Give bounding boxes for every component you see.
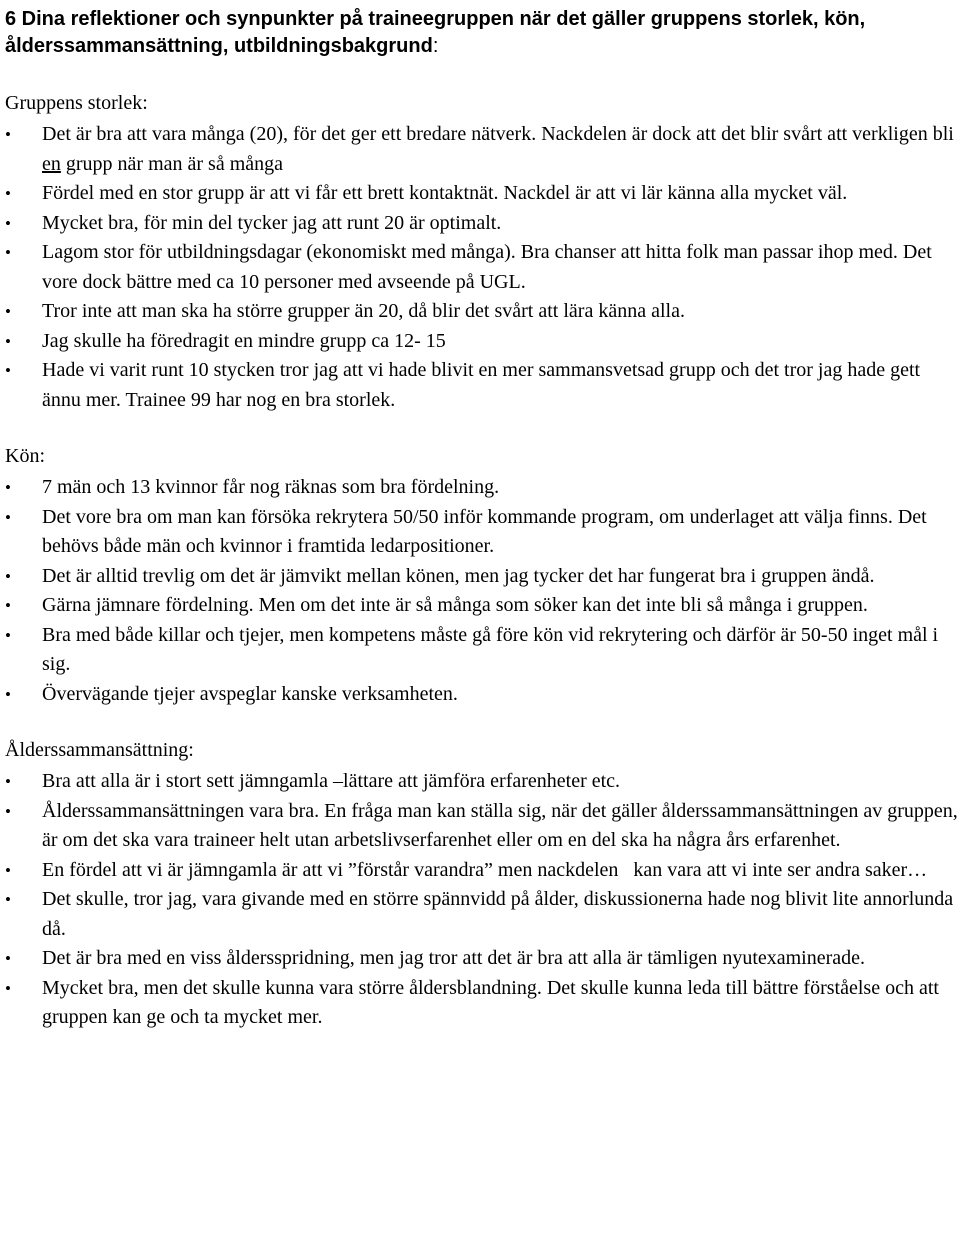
item-text: Det är alltid trevlig om det är jämvikt mellan könen, men jag tycker det har fungerat bra i gruppen ändå. <box>42 564 875 587</box>
list-item <box>5 944 960 974</box>
bullet-symbol: • <box>5 949 11 968</box>
bullet-list-group-size <box>5 120 960 415</box>
bullet-list-age-composition <box>5 767 960 1033</box>
list-item <box>5 179 960 209</box>
list-item <box>5 356 960 415</box>
bullet-symbol: • <box>5 507 11 527</box>
item-text: Tror inte att man ska ha större grupper än 20, då blir det svårt att lära känna alla. <box>42 300 685 322</box>
list-item <box>5 767 960 797</box>
bullet-list-gender <box>5 473 960 709</box>
item-text: Det vore bra om man kan försöka rekrytera 50/50 inför kommande program, om underlaget att välja finns. Det behövs både män och kvinnor i framtida ledarpositioner. <box>42 505 927 557</box>
question-heading <box>5 6 960 60</box>
item-text: Det är bra med en viss åldersspridning, men jag tror att det är bra att alla är tämligen nyutexaminerade. <box>42 947 866 969</box>
bullet-symbol: • <box>5 801 11 821</box>
item-text: Det är bra att vara många (20), för det ger ett bredare nätverk. Nackdelen är dock att det blir svårt att verkligen bli <box>42 123 954 145</box>
bullet-symbol: • <box>5 478 11 497</box>
list-item <box>5 120 960 179</box>
question-colon: : <box>432 35 439 57</box>
bullet-symbol: • <box>5 331 11 351</box>
section-title-gender: Kön: <box>5 445 45 467</box>
bullet-symbol: • <box>5 566 11 586</box>
bullet-symbol: • <box>5 684 11 704</box>
list-item <box>5 473 960 503</box>
bullet-symbol: • <box>5 184 11 203</box>
list-item <box>5 238 960 297</box>
section-age-composition <box>5 737 960 1033</box>
bullet-symbol: • <box>5 125 11 144</box>
item-text: Jag skulle ha föredragit en mindre grupp ca 12- 15 <box>42 329 446 352</box>
question-text: 6 Dina reflektioner och synpunkter på traineegruppen när det gäller gruppens storlek, kön, ålderssammansättning, utbildningsbakgrund <box>5 8 866 57</box>
list-item <box>5 856 960 886</box>
list-item <box>5 591 960 621</box>
bullet-symbol: • <box>5 978 11 998</box>
item-text: Bra med både killar och tjejer, men kompetens måste gå före kön vid rekrytering och därför är 50-50 inget mål i sig. <box>42 623 939 675</box>
item-text: Lagom stor för utbildningsdagar (ekonomiskt med många). Bra chanser att hitta folk man passar ihop med. Det vore dock bättre med ca 10 personer med avseende på UGL. <box>42 241 932 293</box>
section-group-size <box>5 90 960 415</box>
bullet-symbol: • <box>5 890 11 909</box>
item-text: Det skulle, tror jag, vara givande med en större spännvidd på ålder, diskussionerna hade nog blivit lite annorlunda då. <box>42 888 954 940</box>
list-item <box>5 562 960 592</box>
item-text: Fördel med en stor grupp är att vi får ett brett kontaktnät. Nackdel är att vi lär känna alla mycket väl. <box>42 182 848 204</box>
section-title-age-composition: Ålderssammansättning: <box>5 739 194 761</box>
list-item <box>5 209 960 239</box>
bullet-symbol: • <box>5 625 11 645</box>
bullet-symbol: • <box>5 361 11 380</box>
list-item <box>5 885 960 944</box>
bullet-symbol: • <box>5 302 11 321</box>
list-item <box>5 297 960 327</box>
item-text: Övervägande tjejer avspeglar kanske verksamheten. <box>42 682 458 705</box>
bullet-symbol: • <box>5 213 11 233</box>
list-item <box>5 680 960 710</box>
underlined-word: en <box>42 152 61 175</box>
bullet-symbol: • <box>5 596 11 615</box>
section-gender <box>5 443 960 709</box>
bullet-symbol: • <box>5 772 11 791</box>
item-text: Ålderssammansättningen vara bra. En fråga man kan ställa sig, när det gäller ålderssammansättningen av gruppen, är om det ska vara traineer helt utan arbetslivserfarenhet eller om en del ska ha några års erfarenhet. <box>42 799 958 851</box>
list-item <box>5 797 960 856</box>
item-text: En fördel att vi är jämngamla är att vi ”förstår varandra” men nackdelen kan vara att vi inte ser andra saker… <box>42 858 928 881</box>
item-text: Gärna jämnare fördelning. Men om det inte är så många som söker kan det inte bli så många i gruppen. <box>42 594 868 616</box>
list-item <box>5 327 960 357</box>
item-text: 7 män och 13 kvinnor får nog räknas som bra fördelning. <box>42 476 500 498</box>
item-text: Bra att alla är i stort sett jämngamla –lättare att jämföra erfarenheter etc. <box>42 770 621 792</box>
list-item <box>5 974 960 1033</box>
bullet-symbol: • <box>5 860 11 880</box>
item-text: Mycket bra, för min del tycker jag att runt 20 är optimalt. <box>42 211 502 234</box>
item-text: Mycket bra, men det skulle kunna vara större åldersblandning. Det skulle kunna leda till bättre förståelse och att gruppen kan ge och ta mycket mer. <box>42 976 939 1028</box>
list-item <box>5 503 960 562</box>
bullet-symbol: • <box>5 243 11 262</box>
item-text: grupp när man är så många <box>60 152 284 175</box>
section-title-group-size: Gruppens storlek: <box>5 92 148 114</box>
list-item <box>5 621 960 680</box>
item-text: Hade vi varit runt 10 stycken tror jag att vi hade blivit en mer sammansvetsad grupp och det tror jag hade gett ännu mer. Trainee 99 har nog en bra storlek. <box>42 359 921 411</box>
